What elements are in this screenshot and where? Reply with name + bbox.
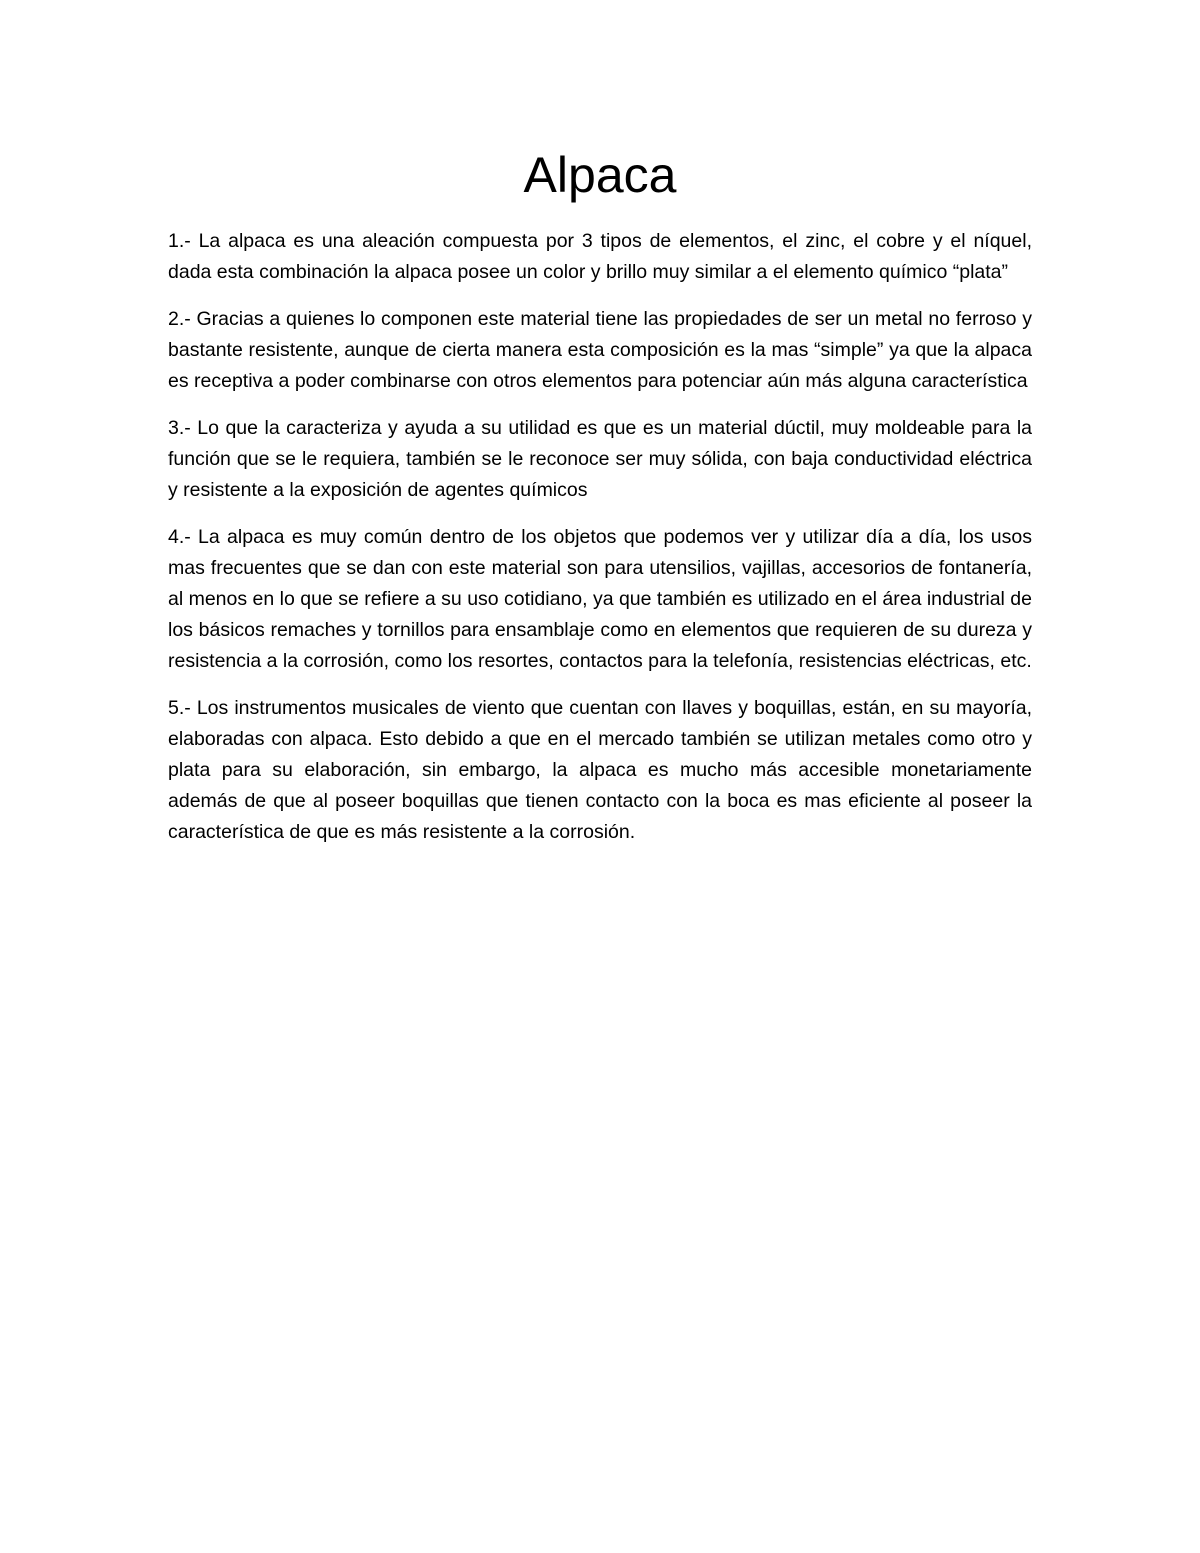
paragraph-5: 5.- Los instrumentos musicales de viento que cuentan con llaves y boquillas, están, en su mayoría, elaboradas con alpaca. Esto debido a que en el mercado también se utilizan metales como otro y plata para su elaboración, sin embargo, la alpaca es mucho más accesible monetariamente además de que al poseer boquillas que tienen contacto con la boca es mas eficiente al poseer la característica de que es más resistente a la corrosión. xyxy=(168,697,1032,843)
paragraph-3: 3.- Lo que la caracteriza y ayuda a su utilidad es que es un material dúctil, muy moldeable para la función que se le requiera, también se le reconoce ser muy sólida, con baja conductividad eléctrica y resistente a la exposición de agentes químicos xyxy=(168,417,1032,501)
paragraph-1: 1.- La alpaca es una aleación compuesta por 3 tipos de elementos, el zinc, el cobre y el níquel, dada esta combinación la alpaca posee un color y brillo muy similar a el elemento químico “plata” xyxy=(168,230,1032,283)
document-body xyxy=(168,226,1032,864)
paragraph-4: 4.- La alpaca es muy común dentro de los objetos que podemos ver y utilizar día a día, los usos mas frecuentes que se dan con este material son para utensilios, vajillas, accesorios de fontanería, al menos en lo que se refiere a su uso cotidiano, ya que también es utilizado en el área industrial de los básicos remaches y tornillos para ensamblaje como en elementos que requieren de su dureza y resistencia a la corrosión, como los resortes, contactos para la telefonía, resistencias eléctricas, etc. xyxy=(168,526,1032,672)
document-title: Alpaca xyxy=(523,147,677,203)
paragraph-2: 2.- Gracias a quienes lo componen este material tiene las propiedades de ser un metal no ferroso y bastante resistente, aunque de cierta manera esta composición es la mas “simple” ya que la alpaca es receptiva a poder combinarse con otros elementos para potenciar aún más alguna característica xyxy=(168,308,1032,392)
